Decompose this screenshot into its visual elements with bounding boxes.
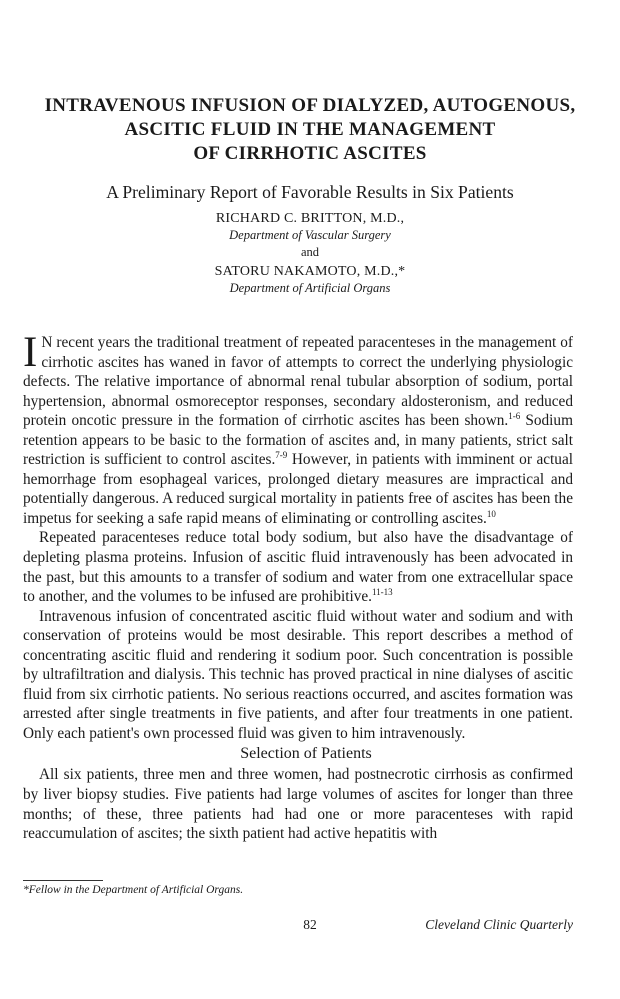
author-department: Department of Artificial Organs (229, 281, 391, 295)
author-department: Department of Vascular Surgery (229, 228, 391, 242)
journal-name: Cleveland Clinic Quarterly (425, 917, 573, 932)
article-title (40, 94, 580, 166)
author-conjunction: and (300, 245, 320, 259)
author-name: RICHARD C. BRITTON, M.D., (215, 211, 405, 226)
footnote: *Fellow in the Department of Artificial Organs. (23, 884, 244, 896)
reference-superscript: 11-13 (372, 587, 393, 598)
section-heading: Selection of Patients (240, 745, 372, 763)
article-subtitle: A Preliminary Report of Favorable Results in Six Patients (106, 182, 514, 202)
paragraph-text: N recent years the traditional treatment of repeated paracenteses in the management of cirrhotic ascites has waned in favor of attempts to correct the underlying physiologic defects. The relative importance of abnormal renal tubular absorption of sodium, portal hypertension, abnormal osmoreceptor responses, secondary aldosteronism, and reduced protein oncotic pressure in the formation of cirrhotic ascites has been shown. (23, 334, 573, 430)
title-line: OF CIRRHOTIC ASCITES (193, 143, 427, 164)
body-paragraph: All six patients, three men and three women, had postnecrotic cirrhosis as confirmed by liver biopsy studies. Five patients had large volumes of ascites for longer than three months; of these, three patients had had one or more paracenteses with rapid reaccumulation of ascites; the sixth patient had active hepatitis with (23, 766, 573, 843)
body-paragraph: Intravenous infusion of concentrated ascitic fluid without water and sodium and with conservation of proteins would be most desirable. This report describes a method of concentrating ascitic fluid and rendering it sodium poor. Such concentration is possible by ultrafiltration and dialysis. This technic has proved practical in nine dialyses of ascitic fluid from six cirrhotic patients. No serious reactions occurred, and ascites formation was arrested after single treatments in five patients, and after four treatments in one patient. Only each patient's own processed fluid was given to him intravenously. (23, 607, 573, 742)
reference-superscript: 7-9 (275, 450, 288, 461)
paragraph-text: Repeated paracenteses reduce total body sodium, but also have the disadvantage of depleting plasma proteins. Infusion of ascitic fluid intravenously has been advocated in the past, but this amounts to a transfer of sodium and water from one extracellular space to another, and the volumes to be infused are prohibitive. (23, 529, 573, 606)
author-block-2 (150, 263, 470, 297)
body-paragraph (23, 329, 573, 528)
title-line: ASCITIC FLUID IN THE MANAGEMENT (124, 119, 496, 140)
article-body (23, 329, 573, 844)
reference-superscript: 10 (486, 508, 496, 519)
title-line: INTRAVENOUS INFUSION OF DIALYZED, AUTOGENOUS, (44, 95, 576, 116)
reference-superscript: 1-6 (508, 411, 521, 422)
body-paragraph (23, 528, 573, 606)
footnote-divider (23, 880, 103, 881)
drop-cap: I (23, 329, 38, 376)
author-block-1 (150, 210, 470, 261)
paragraph-text: However, in patients with imminent or actual hemorrhage from esophageal varices, prolonged dietary measures are impractical and potentially dangerous. A reduced surgical mortality in patients free of ascites has been the impetus for seeking a safe rapid means of eliminating or controlling ascites. (23, 451, 573, 527)
author-name: SATORU NAKAMOTO, M.D.,* (214, 264, 406, 279)
page-number: 82 (303, 917, 317, 932)
paragraph-text: Sodium retention appears to be basic to the formation of ascites and, in many patients, strict salt restriction is sufficient to control ascites. (23, 412, 573, 469)
